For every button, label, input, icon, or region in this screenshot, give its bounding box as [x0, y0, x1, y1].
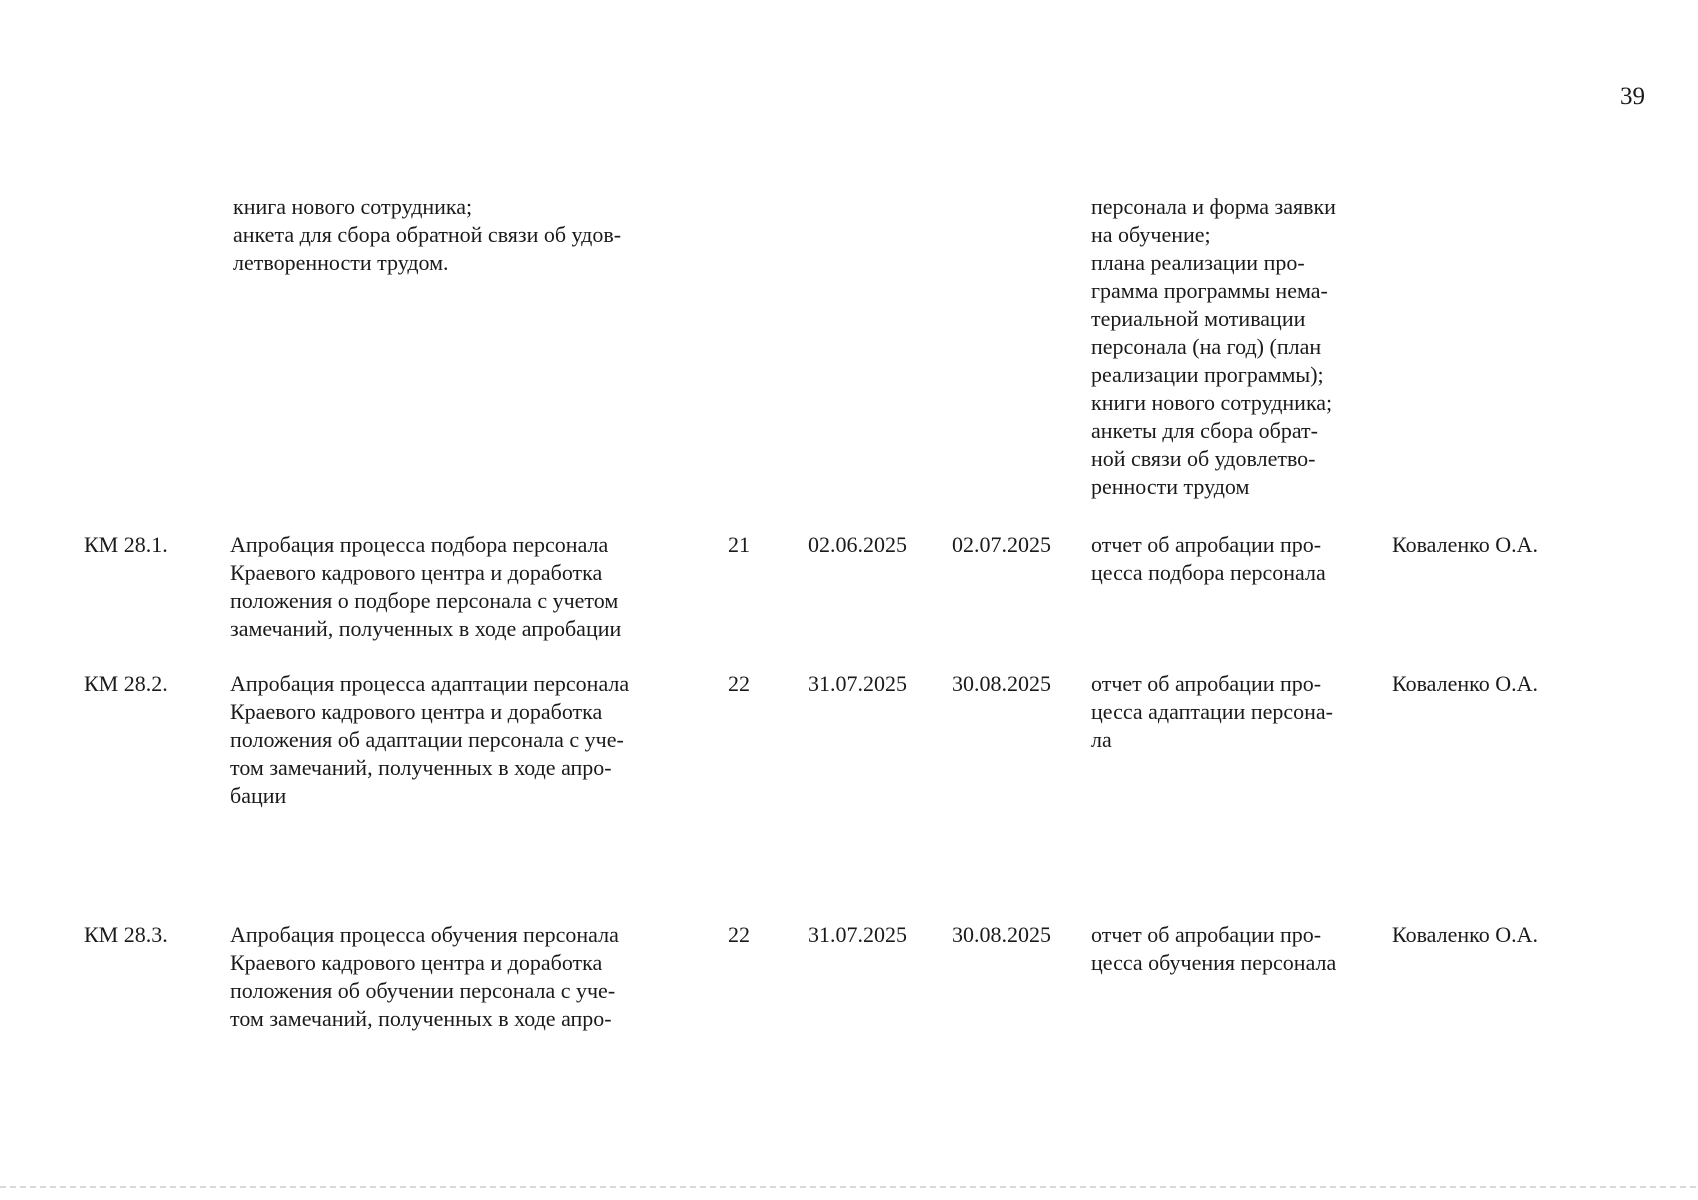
page-number: 39 [1620, 83, 1645, 110]
row-description: Апробация процесса обучения персонала Краевого кадрового центра и доработка положения об обучении персонала с уче- том замечаний, полученных в ходе апро- [230, 922, 619, 1031]
row-responsible: Коваленко О.А. [1392, 922, 1538, 947]
row-result: отчет об апробации про- цесса подбора персонала [1091, 532, 1326, 585]
row-start-date: 02.06.2025 [808, 532, 907, 557]
row-end-date: 02.07.2025 [952, 532, 1051, 557]
row-number: 22 [728, 922, 750, 947]
row-end-date: 30.08.2025 [952, 671, 1051, 696]
row-number: 21 [728, 532, 750, 557]
row-responsible: Коваленко О.А. [1392, 671, 1538, 696]
row-code: КМ 28.2. [84, 671, 168, 696]
row-end-date: 30.08.2025 [952, 922, 1051, 947]
continued-description: книга нового сотрудника; анкета для сбора обратной связи об удов- летворенности трудом. [233, 194, 622, 275]
row-start-date: 31.07.2025 [808, 671, 907, 696]
row-result: отчет об апробации про- цесса адаптации персона- ла [1091, 671, 1333, 752]
row-code: КМ 28.3. [84, 922, 168, 947]
scan-edge-line [0, 1186, 1698, 1188]
row-description: Апробация процесса адаптации персонала Краевого кадрового центра и доработка положения об адаптации персонала с уче- том замечаний, полученных в ходе апро- бации [230, 671, 630, 808]
row-result: отчет об апробации про- цесса обучения персонала [1091, 922, 1337, 975]
row-responsible: Коваленко О.А. [1392, 532, 1538, 557]
row-number: 22 [728, 671, 750, 696]
row-description: Апробация процесса подбора персонала Краевого кадрового центра и доработка положения о подборе персонала с учетом замечаний, полученных в ходе апробации [230, 532, 622, 641]
row-start-date: 31.07.2025 [808, 922, 907, 947]
row-code: КМ 28.1. [84, 532, 168, 557]
continued-result: персонала и форма заявки на обучение; плана реализации про- грамма программы нема- териальной мотивации персонала (на год) (план реализации программы); книги нового сотрудника; анкеты для сбора обрат- ной связи об удовлетво- ренности трудом [1091, 194, 1336, 499]
